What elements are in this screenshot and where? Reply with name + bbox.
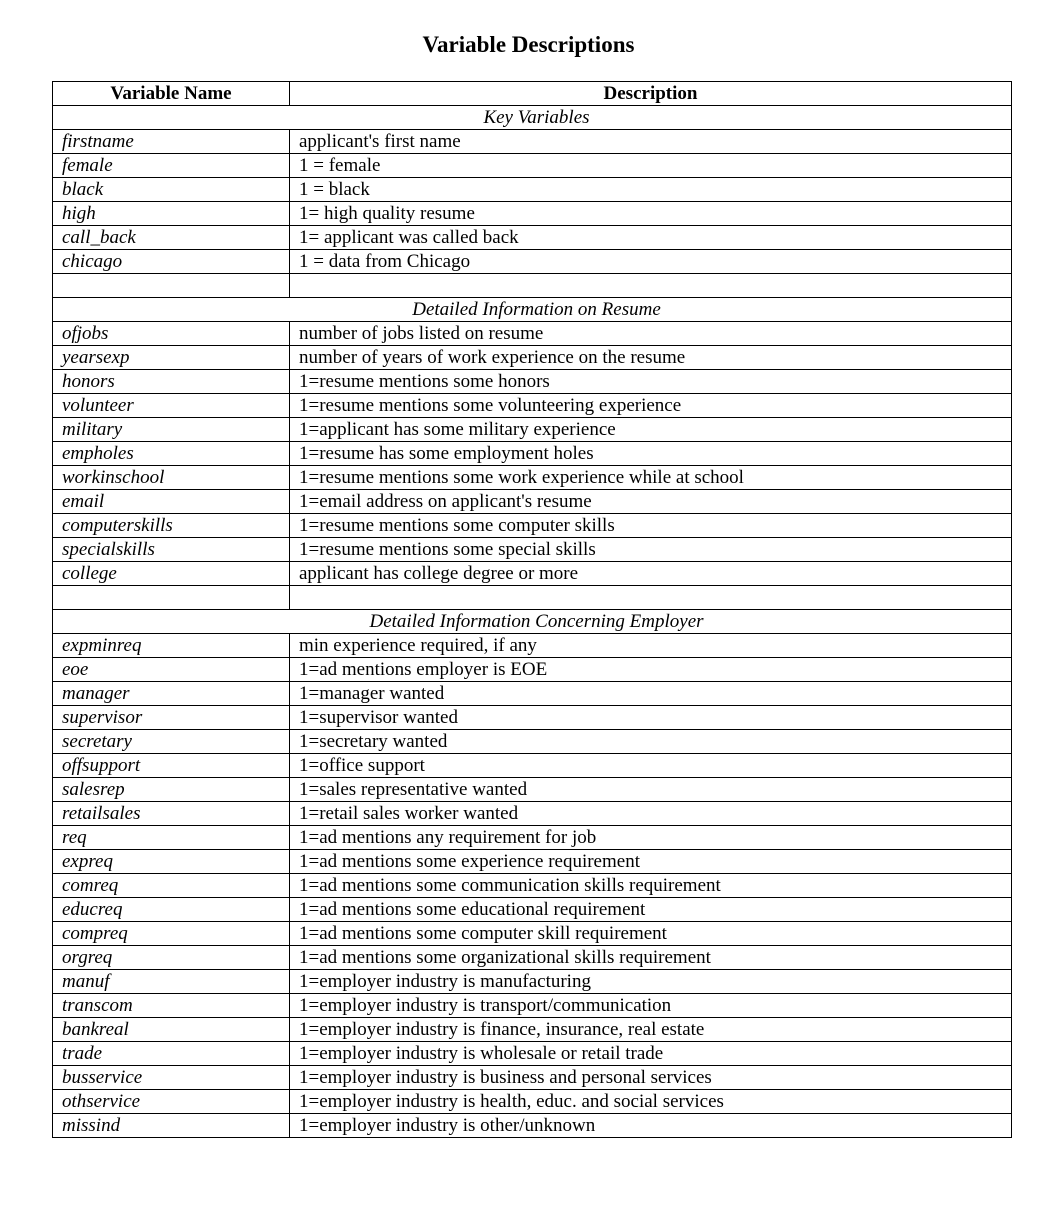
variable-name-cell: college: [53, 562, 290, 586]
table-row: [53, 538, 1012, 562]
table-row: [53, 682, 1012, 706]
section-title: Detailed Information Concerning Employer: [53, 610, 1012, 634]
table-row: [53, 802, 1012, 826]
variable-name-cell: supervisor: [53, 706, 290, 730]
variable-name-cell: workinschool: [53, 466, 290, 490]
variable-name-cell: offsupport: [53, 754, 290, 778]
description-cell: 1=retail sales worker wanted: [290, 802, 1012, 826]
table-row: [53, 778, 1012, 802]
variable-name-cell: secretary: [53, 730, 290, 754]
table-row: [53, 922, 1012, 946]
description-cell: 1=ad mentions some communication skills requirement: [290, 874, 1012, 898]
table-row: [53, 970, 1012, 994]
description-cell: number of jobs listed on resume: [290, 322, 1012, 346]
variable-name-cell: high: [53, 202, 290, 226]
table-row: [53, 226, 1012, 250]
description-cell: number of years of work experience on the resume: [290, 346, 1012, 370]
description-cell: 1=resume mentions some computer skills: [290, 514, 1012, 538]
variable-name-cell: computerskills: [53, 514, 290, 538]
variable-name-cell: email: [53, 490, 290, 514]
table-row: [53, 946, 1012, 970]
table-row: [53, 514, 1012, 538]
variable-name-cell: transcom: [53, 994, 290, 1018]
empty-cell: [290, 586, 1012, 610]
table-row: [53, 850, 1012, 874]
description-cell: 1=ad mentions some educational requirement: [290, 898, 1012, 922]
table-row: [53, 442, 1012, 466]
spacer-row: [53, 586, 1012, 610]
table-row: [53, 1114, 1012, 1138]
description-cell: 1=secretary wanted: [290, 730, 1012, 754]
description-cell: 1= high quality resume: [290, 202, 1012, 226]
description-cell: 1 = female: [290, 154, 1012, 178]
section-header-row: [53, 106, 1012, 130]
variable-name-cell: othservice: [53, 1090, 290, 1114]
variable-name-cell: req: [53, 826, 290, 850]
description-cell: 1=resume mentions some work experience while at school: [290, 466, 1012, 490]
header-variable-name: Variable Name: [53, 82, 290, 106]
header-row: [53, 82, 1012, 106]
description-cell: 1=employer industry is health, educ. and social services: [290, 1090, 1012, 1114]
table-row: [53, 562, 1012, 586]
variable-name-cell: volunteer: [53, 394, 290, 418]
table-row: [53, 154, 1012, 178]
description-cell: 1= applicant was called back: [290, 226, 1012, 250]
table-row: [53, 370, 1012, 394]
variable-name-cell: expreq: [53, 850, 290, 874]
table-body: [53, 106, 1012, 1138]
description-cell: min experience required, if any: [290, 634, 1012, 658]
variable-name-cell: yearsexp: [53, 346, 290, 370]
table-row: [53, 874, 1012, 898]
variable-name-cell: missind: [53, 1114, 290, 1138]
page-title: Variable Descriptions: [422, 32, 635, 57]
table-row: [53, 418, 1012, 442]
table-row: [53, 346, 1012, 370]
variable-name-cell: compreq: [53, 922, 290, 946]
table-row: [53, 178, 1012, 202]
variable-name-cell: comreq: [53, 874, 290, 898]
description-cell: 1=manager wanted: [290, 682, 1012, 706]
section-header-row: [53, 610, 1012, 634]
variable-name-cell: black: [53, 178, 290, 202]
description-cell: 1=employer industry is finance, insurance, real estate: [290, 1018, 1012, 1042]
table-row: [53, 898, 1012, 922]
table-row: [53, 994, 1012, 1018]
variable-name-cell: busservice: [53, 1066, 290, 1090]
variable-name-cell: eoe: [53, 658, 290, 682]
description-cell: 1 = data from Chicago: [290, 250, 1012, 274]
description-cell: 1=ad mentions some computer skill requirement: [290, 922, 1012, 946]
variable-name-cell: empholes: [53, 442, 290, 466]
description-cell: 1=employer industry is wholesale or retail trade: [290, 1042, 1012, 1066]
table-row: [53, 754, 1012, 778]
description-cell: 1=applicant has some military experience: [290, 418, 1012, 442]
description-cell: applicant's first name: [290, 130, 1012, 154]
header-description: Description: [290, 82, 1012, 106]
variable-name-cell: manuf: [53, 970, 290, 994]
description-cell: 1 = black: [290, 178, 1012, 202]
table-row: [53, 202, 1012, 226]
table-row: [53, 394, 1012, 418]
table-row: [53, 1090, 1012, 1114]
table-row: [53, 634, 1012, 658]
variable-name-cell: manager: [53, 682, 290, 706]
table-row: [53, 322, 1012, 346]
description-cell: 1=resume has some employment holes: [290, 442, 1012, 466]
variable-name-cell: chicago: [53, 250, 290, 274]
variable-name-cell: ofjobs: [53, 322, 290, 346]
table-row: [53, 706, 1012, 730]
variable-name-cell: retailsales: [53, 802, 290, 826]
variable-name-cell: salesrep: [53, 778, 290, 802]
description-cell: 1=email address on applicant's resume: [290, 490, 1012, 514]
description-cell: 1=employer industry is transport/communication: [290, 994, 1012, 1018]
table-row: [53, 130, 1012, 154]
spacer-row: [53, 274, 1012, 298]
section-title: Key Variables: [53, 106, 1012, 130]
empty-cell: [290, 274, 1012, 298]
description-cell: 1=employer industry is business and personal services: [290, 1066, 1012, 1090]
variable-name-cell: female: [53, 154, 290, 178]
variable-name-cell: call_back: [53, 226, 290, 250]
table-row: [53, 490, 1012, 514]
empty-cell: [53, 274, 290, 298]
description-cell: 1=employer industry is manufacturing: [290, 970, 1012, 994]
description-cell: 1=resume mentions some honors: [290, 370, 1012, 394]
description-cell: 1=ad mentions some organizational skills requirement: [290, 946, 1012, 970]
description-cell: 1=sales representative wanted: [290, 778, 1012, 802]
description-cell: applicant has college degree or more: [290, 562, 1012, 586]
table-row: [53, 658, 1012, 682]
table-row: [53, 826, 1012, 850]
table-row: [53, 1042, 1012, 1066]
table-row: [53, 730, 1012, 754]
table-row: [53, 250, 1012, 274]
table-row: [53, 466, 1012, 490]
description-cell: 1=ad mentions any requirement for job: [290, 826, 1012, 850]
description-cell: 1=supervisor wanted: [290, 706, 1012, 730]
description-cell: 1=resume mentions some special skills: [290, 538, 1012, 562]
variable-name-cell: firstname: [53, 130, 290, 154]
variable-name-cell: honors: [53, 370, 290, 394]
description-cell: 1=employer industry is other/unknown: [290, 1114, 1012, 1138]
variable-name-cell: educreq: [53, 898, 290, 922]
variable-table: [52, 81, 1012, 1138]
description-cell: 1=office support: [290, 754, 1012, 778]
section-title: Detailed Information on Resume: [53, 298, 1012, 322]
empty-cell: [53, 586, 290, 610]
description-cell: 1=ad mentions some experience requirement: [290, 850, 1012, 874]
section-header-row: [53, 298, 1012, 322]
variable-name-cell: military: [53, 418, 290, 442]
variable-name-cell: specialskills: [53, 538, 290, 562]
variable-name-cell: expminreq: [53, 634, 290, 658]
variable-name-cell: trade: [53, 1042, 290, 1066]
table-row: [53, 1066, 1012, 1090]
variable-name-cell: bankreal: [53, 1018, 290, 1042]
description-cell: 1=resume mentions some volunteering experience: [290, 394, 1012, 418]
table-row: [53, 1018, 1012, 1042]
description-cell: 1=ad mentions employer is EOE: [290, 658, 1012, 682]
variable-name-cell: orgreq: [53, 946, 290, 970]
